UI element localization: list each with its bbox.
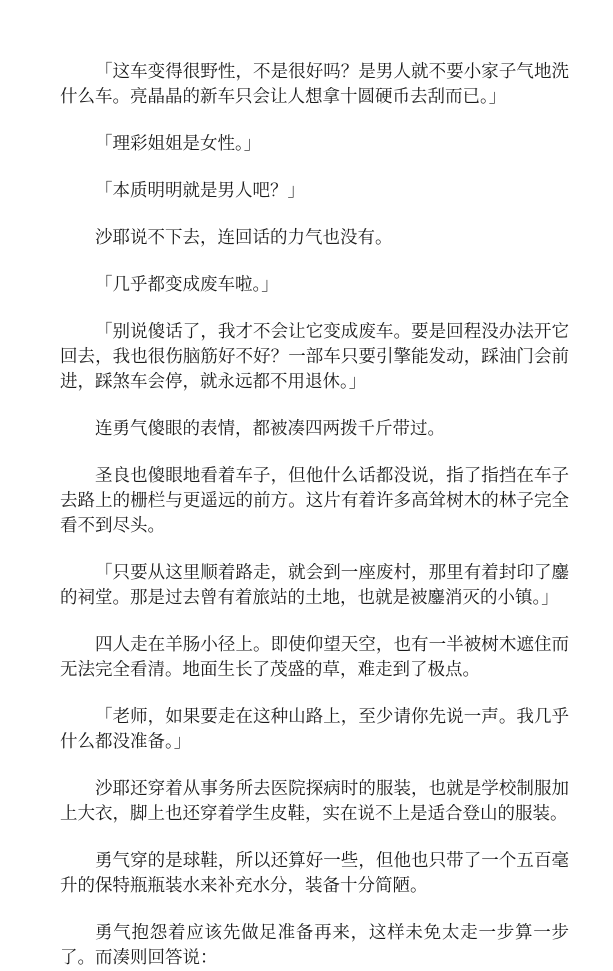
paragraph: 沙耶说不下去，连回话的力气也没有。: [95, 228, 393, 248]
paragraph: 勇气穿的是球鞋，所以还算好一些，但他也只带了一个五百毫升的保特瓶瓶装水来补充水分，装备十分简陋。: [60, 851, 569, 896]
paragraph: 连勇气傻眼的表情，都被凑四两拨千斤带过。: [95, 419, 445, 439]
paragraph: 「别说傻话了，我才不会让它变成废车。要是回程没办法开它回去，我也很伤脑筋好不好？一部车只要引擎能发动，踩油门会前进，踩煞车会停，就永远都不用退休。」: [60, 322, 569, 392]
paragraph: 圣良也傻眼地看着车子，但他什么话都没说，指了指挡在车子去路上的栅栏与更遥远的前方。这片有着许多高耸树木的林子完全看不到尽头。: [60, 466, 569, 536]
paragraph: 沙耶还穿着从事务所去医院探病时的服装，也就是学校制服加上大衣，脚上也还穿着学生皮鞋，实在说不上是适合登山的服装。: [60, 779, 569, 824]
paragraph: 四人走在羊肠小径上。即使仰望天空，也有一半被树木遮住而无法完全看清。地面生长了茂盛的草，难走到了极点。: [60, 635, 569, 680]
paragraph: 「理彩姐姐是女性。」: [95, 134, 262, 154]
paragraph: 「老师，如果要走在这种山路上，至少请你先说一声。我几乎什么都没准备。」: [60, 707, 569, 752]
paragraph: 「只要从这里顺着路走，就会到一座废村，那里有着封印了鏖的祠堂。那是过去曾有着旅站的土地，也就是被鏖消灭的小镇。」: [60, 563, 569, 608]
paragraph: 勇气抱怨着应该先做足准备再来，这样未免太走一步算一步了。而凑则回答说：: [60, 923, 569, 968]
paragraph: 「本质明明就是男人吧？」: [95, 181, 305, 201]
paragraph: 「这车变得很野性，不是很好吗？是男人就不要小家子气地洗什么车。亮晶晶的新车只会让人想拿十圆硬币去刮而已。」: [60, 62, 569, 107]
paragraph: 「几乎都变成废车啦。」: [95, 275, 279, 295]
